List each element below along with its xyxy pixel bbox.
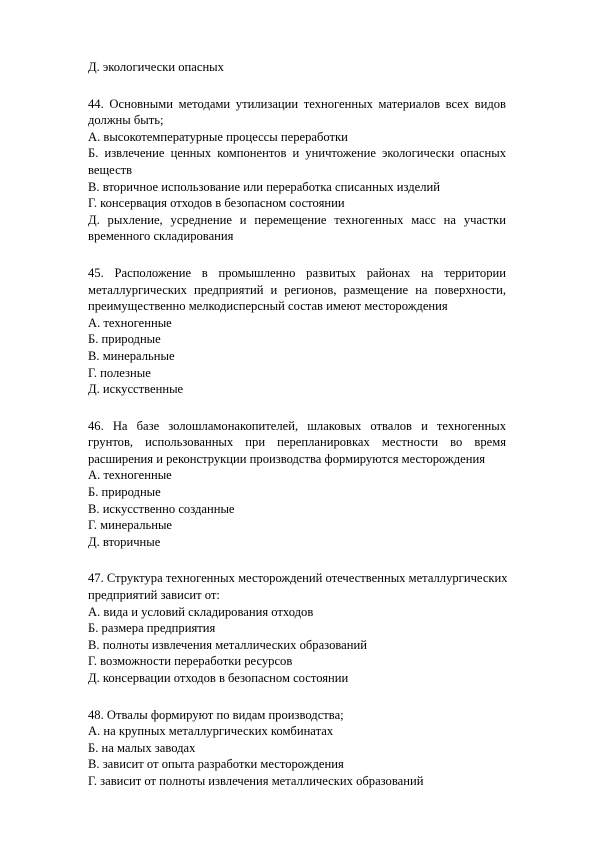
question-text-line: металлургических предприятий и регионов, размещение на поверхности, <box>88 282 506 297</box>
answer-option: Б. извлечение ценных компонентов и уничтожение экологически опасных <box>88 146 506 161</box>
answer-option: Г. полезные <box>88 365 151 380</box>
answer-option-continuation: временного складирования <box>88 229 234 244</box>
question-text-line: преимущественно мелкодисперсный состав имеют месторождения <box>88 299 448 314</box>
question-47 <box>88 570 506 686</box>
answer-option: Б. на малых заводах <box>88 740 196 755</box>
question-45 <box>88 265 506 398</box>
answer-option: А. вида и условий складирования отходов <box>88 604 314 619</box>
answer-option: Д. консервации отходов в безопасном состоянии <box>88 671 349 685</box>
question-text-line: должны быть; <box>88 113 164 128</box>
answer-option: Д. рыхление, усреднение и перемещение техногенных масс на участки <box>88 212 506 227</box>
previous-answer-option: Д. экологически опасных <box>88 60 224 74</box>
answer-option: Б. размера предприятия <box>88 621 216 636</box>
page-content <box>88 59 506 790</box>
answer-option: Б. природные <box>88 332 161 347</box>
question-text-line: грунтов, использованных при перепланировках местности во время <box>88 435 506 450</box>
answer-option: В. искусственно созданные <box>88 501 235 516</box>
question-48 <box>88 707 506 790</box>
answer-option: В. вторичное использование или переработка списанных изделий <box>88 179 441 194</box>
question-text-line: расширения и реконструкции производства формируются месторождения <box>88 451 486 466</box>
answer-option: А. техногенные <box>88 315 172 330</box>
question-text-line: 44. Основными методами утилизации техногенных материалов всех видов <box>88 96 506 111</box>
answer-option: А. на крупных металлургических комбинатах <box>88 724 334 739</box>
answer-option: Г. возможности переработки ресурсов <box>88 654 293 669</box>
question-text-line: 45. Расположение в промышленно развитых районах на территории <box>88 265 506 280</box>
question-text-line: предприятий зависит от: <box>88 588 220 603</box>
answer-option: В. полноты извлечения металлических образований <box>88 637 367 652</box>
answer-option: Г. минеральные <box>88 518 173 533</box>
answer-option: Г. консервация отходов в безопасном состоянии <box>88 196 345 211</box>
question-text-line: 47. Структура техногенных месторождений отечественных металлургических <box>88 571 508 586</box>
answer-option: В. минеральные <box>88 348 175 363</box>
question-44 <box>88 96 506 245</box>
answer-option: А. техногенные <box>88 468 172 483</box>
answer-option: Д. искусственные <box>88 382 184 397</box>
question-text-line: 46. На базе золошламонакопителей, шлаковых отвалов и техногенных <box>88 418 506 433</box>
answer-option: Б. природные <box>88 485 161 500</box>
answer-option: В. зависит от опыта разработки месторождения <box>88 757 344 772</box>
question-text-line: 48. Отвалы формируют по видам производства; <box>88 707 344 722</box>
answer-option: Д. вторичные <box>88 534 161 549</box>
answer-option: А. высокотемпературные процессы переработки <box>88 129 348 144</box>
answer-option-continuation: веществ <box>88 162 133 177</box>
answer-option: Г. зависит от полноты извлечения металлических образований <box>88 773 424 788</box>
question-46 <box>88 418 506 551</box>
